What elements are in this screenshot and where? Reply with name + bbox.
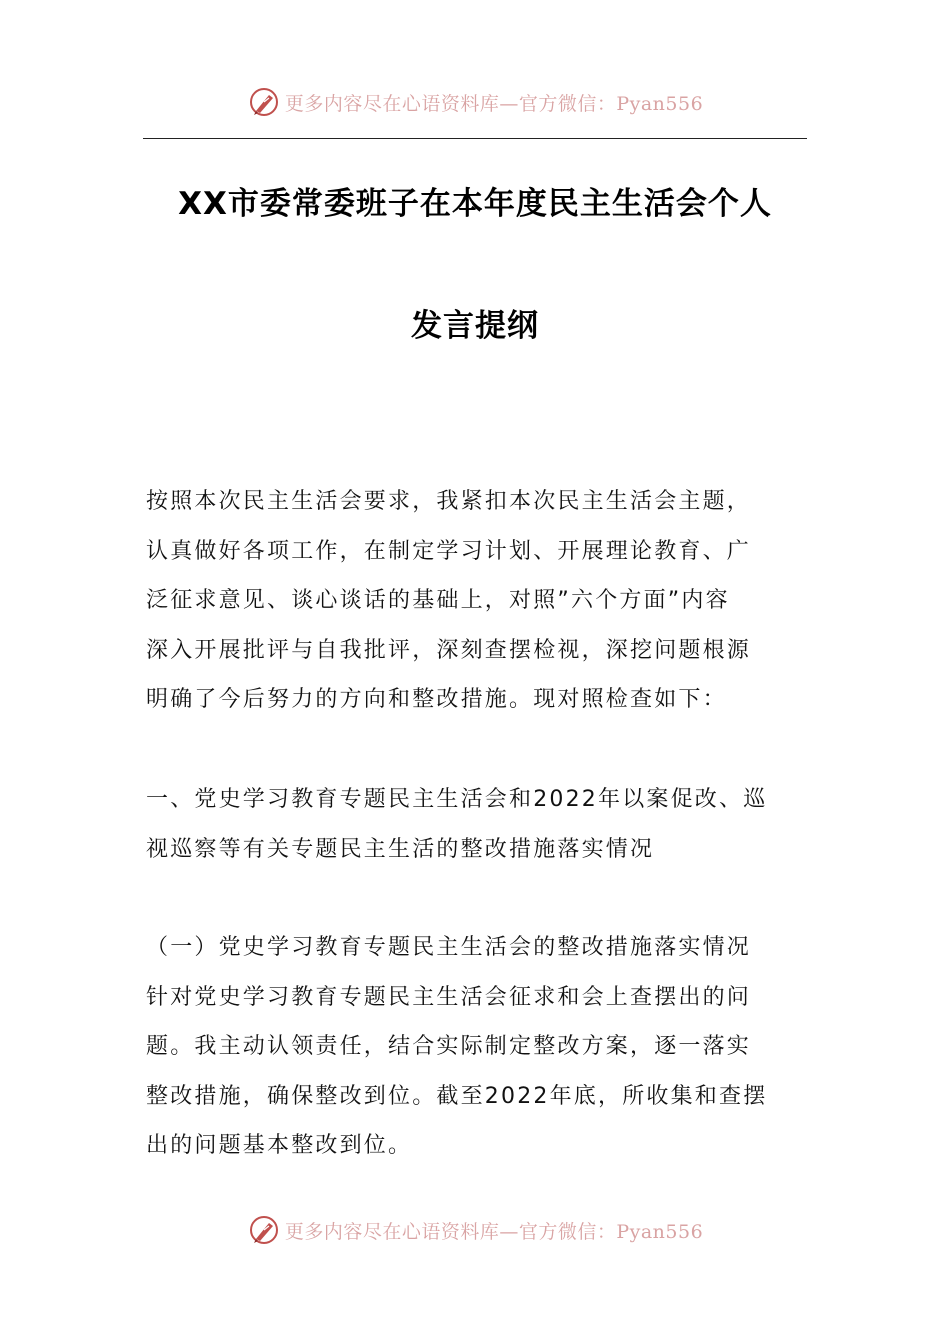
text-line: 题。我主动认领责任，结合实际制定整改方案，逐一落实 bbox=[146, 1034, 752, 1059]
subsection-paragraph-1 bbox=[146, 923, 808, 1171]
header-divider bbox=[143, 138, 807, 139]
text-line: 按照本次民主生活会要求，我紧扣本次民主生活会主题， bbox=[146, 489, 752, 514]
text-line: 一、党史学习教育专题民主生活会和2022年以案促改、巡 bbox=[146, 787, 768, 812]
document-title-line-2: 发言提纲 bbox=[411, 308, 539, 344]
text-line: 视巡察等有关专题民主生活的整改措施落实情况 bbox=[146, 836, 655, 862]
text-line: 深入开展批评与自我批评，深刻查摆检视，深挖问题根源 bbox=[146, 637, 752, 663]
watermark-text: 更多内容尽在心语资料库—官方微信：Pyan556 bbox=[284, 1220, 704, 1243]
intro-paragraph bbox=[146, 477, 808, 725]
document-title-line-1: XX市委常委班子在本年度民主生活会个人 bbox=[178, 186, 772, 222]
pen-nib-icon bbox=[247, 1213, 281, 1247]
section-heading-1 bbox=[146, 775, 808, 874]
text-line: 整改措施，确保整改到位。截至2022年底，所收集和查摆 bbox=[146, 1083, 768, 1109]
text-line: 认真做好各项工作，在制定学习计划、开展理论教育、广 bbox=[146, 538, 752, 564]
watermark-text: 更多内容尽在心语资料库—官方微信：Pyan556 bbox=[284, 92, 704, 115]
footer-watermark bbox=[0, 1210, 950, 1250]
header-watermark bbox=[0, 82, 950, 122]
text-line: 明确了今后努力的方向和整改措施。现对照检查如下： bbox=[146, 687, 727, 712]
text-line: （一）党史学习教育专题民主生活会的整改措施落实情况 bbox=[146, 935, 752, 960]
pen-nib-icon bbox=[247, 85, 281, 119]
text-line: 针对党史学习教育专题民主生活会征求和会上查摆出的问 bbox=[146, 984, 752, 1010]
text-line: 出的问题基本整改到位。 bbox=[146, 1133, 413, 1158]
text-line: 泛征求意见、谈心谈话的基础上，对照”六个方面”内容 bbox=[146, 588, 730, 613]
